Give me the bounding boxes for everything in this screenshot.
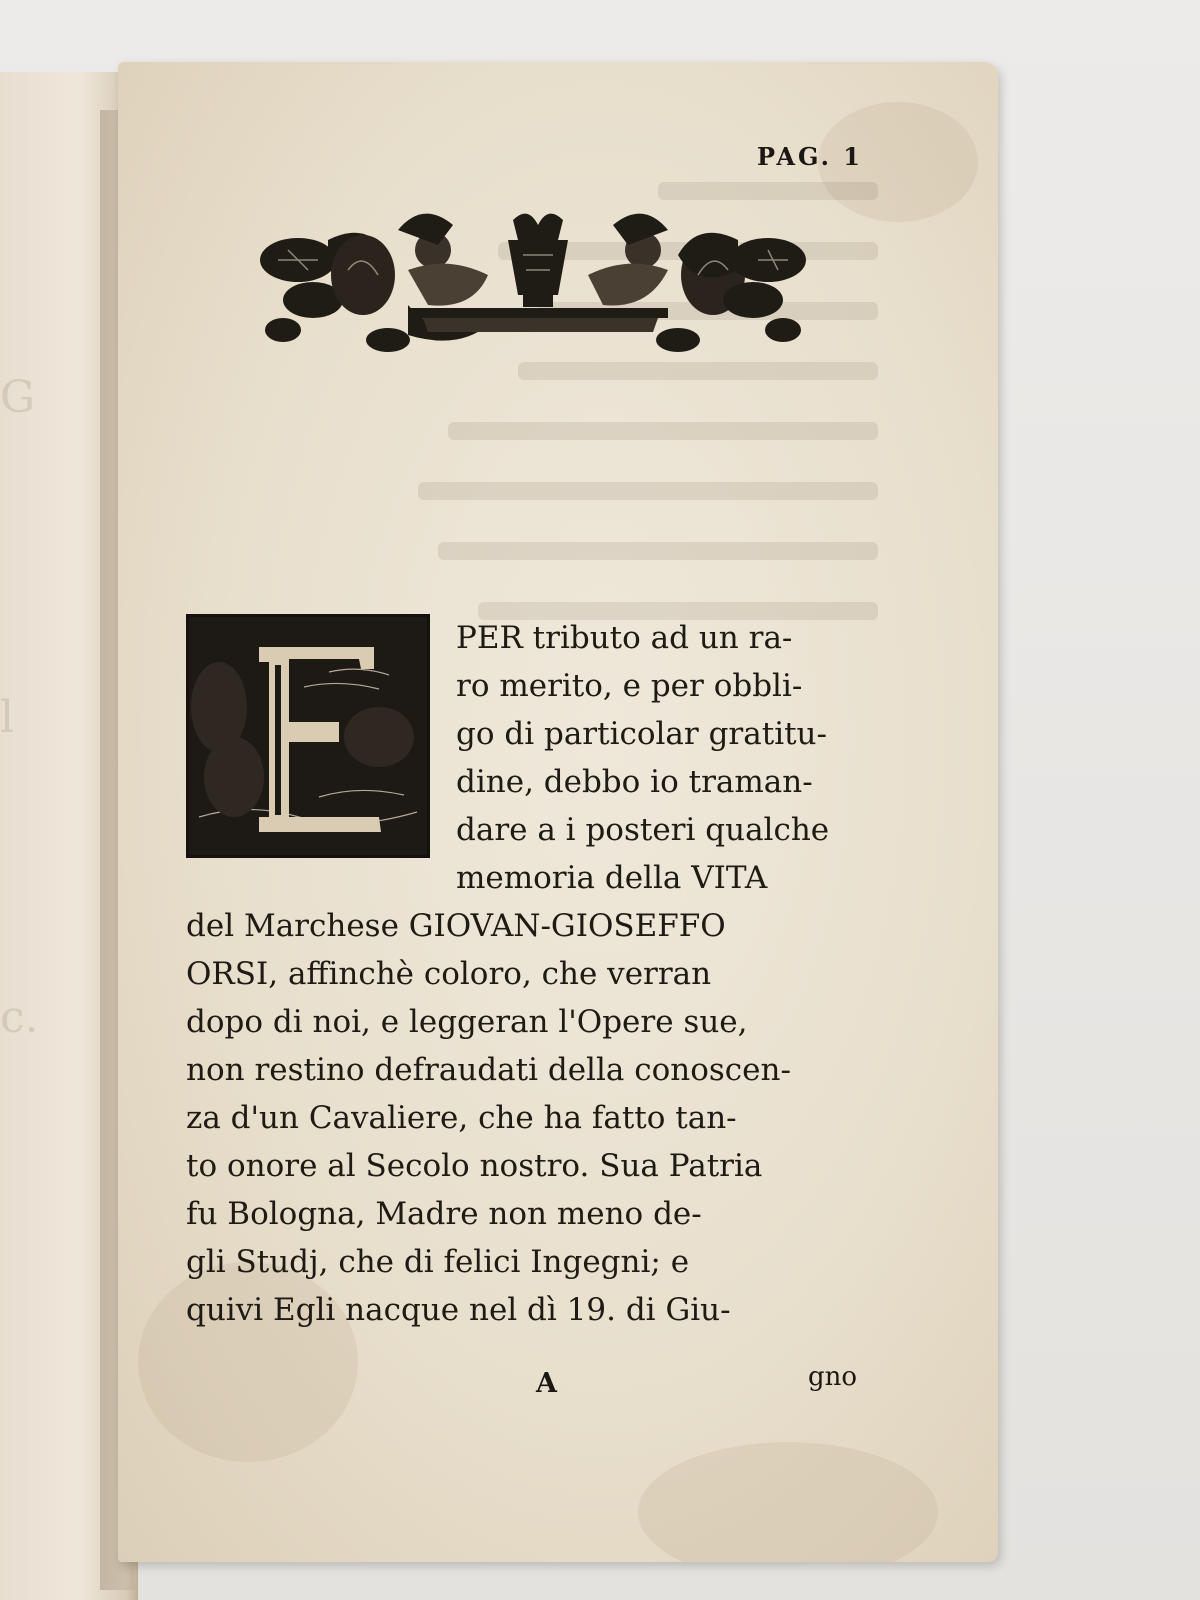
paper-stain	[638, 1442, 938, 1562]
text-line: ro merito, e per obbli-	[456, 668, 803, 704]
drop-cap-scene	[189, 617, 427, 855]
text-line: ORSI, affinchè coloro, che verran	[186, 956, 712, 992]
text-line: dopo di noi, e leggeran l'Opere sue,	[186, 1004, 748, 1040]
text-line: gli Studj, che di felici Ingegni; e	[186, 1244, 690, 1280]
text-line: to onore al Secolo nostro. Sua Patria	[186, 1148, 763, 1184]
catchword: gno	[808, 1362, 858, 1392]
text-line: dine, debbo io traman-	[456, 764, 813, 800]
facing-page-ghost-mark: c.	[0, 992, 39, 1043]
text-line: za d'un Cavaliere, che ha fatto tan-	[186, 1100, 737, 1136]
facing-page-ghost-mark: l	[0, 692, 15, 743]
book-page	[118, 62, 998, 1562]
running-head: PAG. 1	[757, 142, 863, 171]
facing-page-ghost-mark: G	[0, 372, 36, 423]
text-line: del Marchese GIOVAN-GIOSEFFO	[186, 908, 726, 944]
text-line: PER tributo ad un ra-	[456, 620, 793, 656]
text-line: dare a i posteri qualche	[456, 812, 830, 848]
text-line: fu Bologna, Madre non meno de-	[186, 1196, 702, 1232]
signature-mark: A	[536, 1368, 557, 1399]
text-line: quivi Egli nacque nel dì 19. di Giu-	[186, 1292, 731, 1328]
text-line: non restino defraudati della conoscen-	[186, 1052, 791, 1088]
headpiece-ornament	[258, 200, 808, 360]
drop-cap-woodcut	[186, 614, 430, 858]
text-line: go di particolar gratitu-	[456, 716, 828, 752]
text-line: memoria della VITA	[456, 860, 768, 896]
